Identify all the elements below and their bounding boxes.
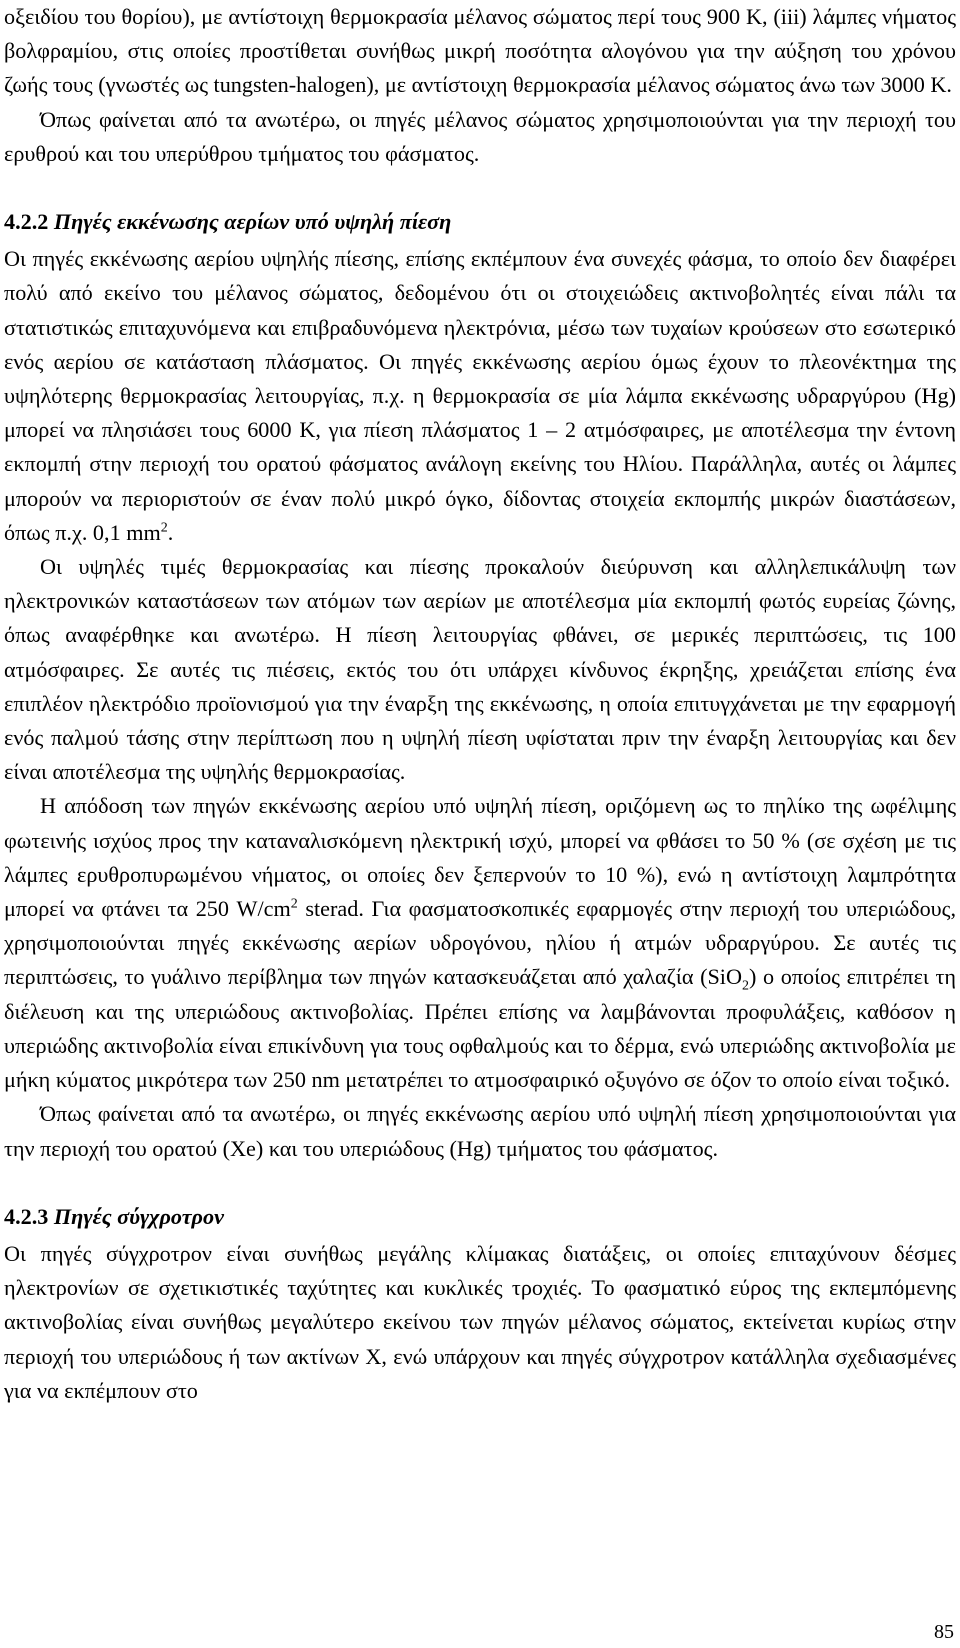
section-title: Πηγές σύγχροτρον (53, 1203, 224, 1229)
paragraph-intro: οξειδίου του θορίου), με αντίστοιχη θερμοκρασία μέλανος σώματος περί τους 900 K, (iii) λάμπες νήματος βολφραμίου, στις οποίες προστίθεται συνήθως μικρή ποσότητα αλογόνου για την αύξηση του χρόνου ζωής τους (γνωστές ως tungsten-halogen), με αντίστοιχη θερμοκρασία μέλανος σώματος άνω των 3000 K. (4, 4, 956, 98)
paragraph-synchrotron: Οι πηγές σύγχροτρον είναι συνήθως μεγάλης κλίμακας διατάξεις, οι οποίες επιταχύνουν δέσμες ηλεκτρονίων σε σχετικιστικές ταχύτητες και κυκλικές τροχιές. Το φασματικό εύρος της εκπεμπόμενης ακτινοβολίας είναι συνήθως μεγαλύτερο εκείνου των πηγών μέλανος σώματος, εκτείνεται κυρίως στην περιοχή του υπεριώδους ή των ακτίνων X, ενώ υπάρχουν και πηγές σύγχροτρον κατάλληλα σχεδιασμένες για να εκπέμπουν στο (4, 1240, 956, 1403)
paragraph-high-pressure-efficiency: Η απόδοση των πηγών εκκένωσης αερίου υπό υψηλή πίεση, οριζόμενη ως το πηλίκο της ωφέλιμης φωτεινής ισχύος προς την καταναλισκόμενη ηλεκτρική ισχύ, μπορεί να φθάσει το 50 % (σε σχέση με τις λάμπες ερυθροπυρωμένου νήματος, οι οποίες δεν ξεπερνούν το 10 %), ενώ η αντίστοιχη λαμπρότητα μπορεί να φτάνει τα 250 $W/cm^2$ sterad. Για φασματοσκοπικές εφαρμογές στην περιοχή του υπεριώδους, χρησιμοποιούνται πηγές εκκένωσης αερίων υδρογόνου, ηλίου ή ατμών υδραργύρου. Σε αυτές τις περιπτώσεις, το γυάλινο περίβλημα των πηγών κατασκευάζεται από χαλαζία (SiO$_2$) ο οποίος επιτρέπει τη διέλευση και της υπεριώδους ακτινοβολίας. Πρέπει επίσης να λαμβάνονται προφυλάξεις, καθόσον η υπεριώδης ακτινοβολία είναι επικίνδυνη για τους οφθαλμούς και το δέρμα, ενώ υπεριώδης ακτινοβολία με μήκη κύματος μικρότερα των 250 nm μετατρέπει το ατμοσφαιρικό οξυγόνο σε όζον το οποίο είναι τοξικό. (4, 793, 956, 1093)
paragraph-intro-conclusion: Όπως φαίνεται από τα ανωτέρω, οι πηγές μέλανος σώματος χρησιμοποιούνται για την περιοχή του ερυθρού και του υπερύθρου τμήματος του φάσματος. (4, 106, 956, 166)
paragraph-high-pressure-broadening: Οι υψηλές τιμές θερμοκρασίας και πίεσης προκαλούν διεύρυνση και αλληλεπικάλυψη των ηλεκτρονικών καταστάσεων των ατόμων των αερίων με αποτέλεσμα μία εκπομπή φωτός ευρείας ζώνης, όπως αναφέρθηκε και ανωτέρω. Η πίεση λειτουργίας φθάνει, σε μερικές περιπτώσεις, τις 100 ατμόσφαιρες. Σε αυτές τις πιέσεις, εκτός του ότι υπάρχει κίνδυνος έκρηξης, χρειάζεται επίσης ένα επιπλέον ηλεκτρόδιο προϊονισμού για την έναρξη της εκκένωσης, η οποία επιτυγχάνεται με την εφαρμογή ενός παλμού τάσης στην περίπτωση που η υψηλή πίεση υφίσταται πριν την έναρξη λειτουργίας και δεν είναι αποτέλεσμα της υψηλής θερμοκρασίας. (4, 554, 956, 785)
page-number: 85 (934, 1621, 954, 1643)
section-number: 4.2.2 (4, 209, 49, 235)
paragraph-high-pressure-conclusion: Όπως φαίνεται από τα ανωτέρω, οι πηγές εκκένωσης αερίου υπό υψηλή πίεση χρησιμοποιούνται για την περιοχή του ορατού (Xe) και του υπεριώδους (Hg) τμήματος του φάσματος. (4, 1101, 956, 1161)
paragraph-high-pressure-intro: Οι πηγές εκκένωσης αερίου υψηλής πίεσης, επίσης εκπέμπουν ένα συνεχές φάσμα, το οποίο δεν διαφέρει πολύ από εκείνο του μέλανος σώματος, δεδομένου ότι οι στοιχειώδεις ακτινοβολητές είναι πάλι τα στατιστικώς επιταχυνόμενα και επιβραδυνόμενα ηλεκτρόνια, μέσω των τυχαίων κρούσεων στο εσωτερικό ενός αερίου σε κατάσταση πλάσματος. Οι πηγές εκκένωσης αερίου όμως έχουν το πλεονέκτημα της υψηλότερης θερμοκρασίας λειτουργίας, π.χ. η θερμοκρασία σε μία λάμπα εκκένωσης υδραργύρου (Hg) μπορεί να πλησιάσει τους 6000 K, για πίεση πλάσματος 1 – 2 ατμόσφαιρες, με αποτέλεσμα την έντονη εκπομπή στην περιοχή του ορατού φάσματος ανάλογη εκείνης του Ηλίου. Παράλληλα, αυτές οι λάμπες μπορούν να περιοριστούν σε έναν πολύ μικρό όγκο, δίδοντας στοιχεία εκπομπής μικρών διαστάσεων, όπως π.χ. 0,1 $mm^2$. (4, 246, 956, 545)
section-number: 4.2.3 (4, 1203, 49, 1229)
section-title: Πηγές εκκένωσης αερίων υπό υψηλή πίεση (53, 209, 452, 235)
document-page (4, 0, 956, 1408)
section-heading-4-2-2 (4, 205, 956, 239)
section-heading-4-2-3 (4, 1200, 956, 1234)
